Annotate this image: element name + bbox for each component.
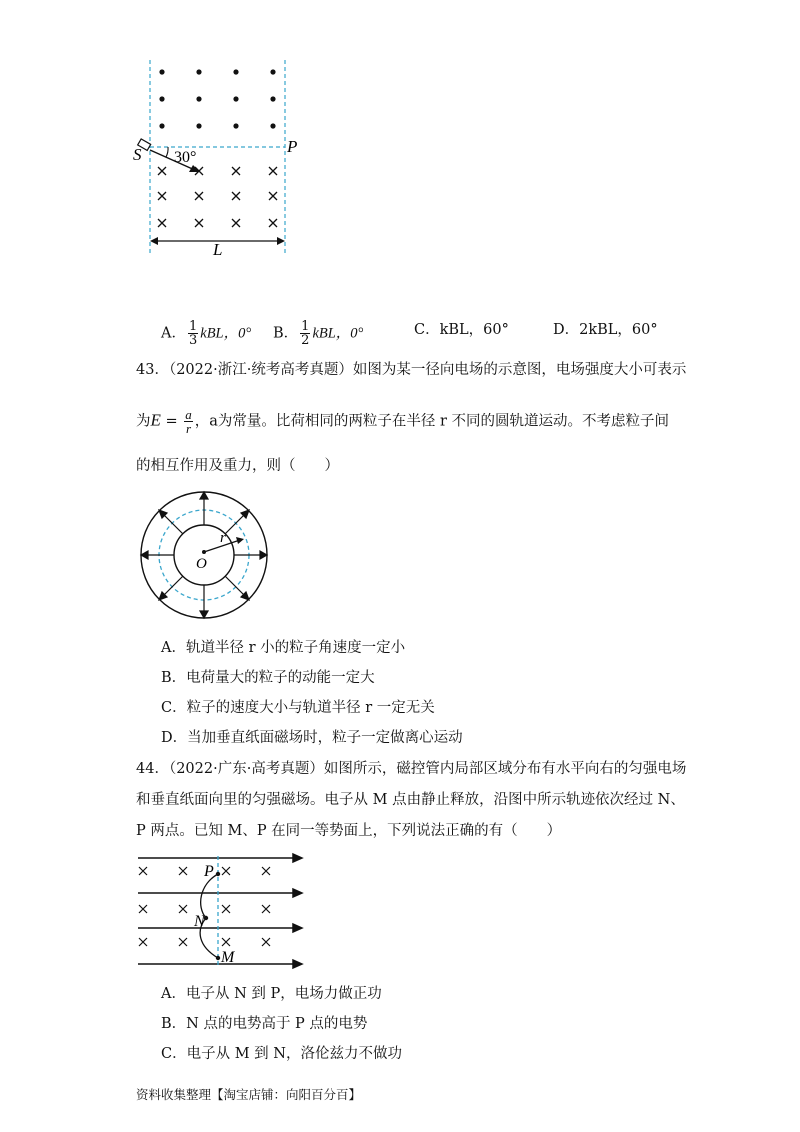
- q42-option-a: A． $\frac{1}{3}$ kBL，0°: [161, 319, 252, 348]
- o-label: O: [196, 556, 207, 572]
- q44-option-c: C．电子从 M 到 N，洛伦兹力不做功: [161, 1046, 402, 1062]
- p-point-label: P: [204, 863, 214, 880]
- page-footer: 资料收集整理【淘宝店铺：向阳百分百】: [136, 1087, 362, 1102]
- figure-magnetic-field: [125, 55, 315, 270]
- q43-line1: 43．（2022·浙江·统考高考真题）如图为某一径向电场的示意图，电场强度大小可表示: [136, 362, 687, 378]
- q44-option-a: A．电子从 N 到 P，电场力做正功: [161, 986, 382, 1002]
- q42-option-d: D．2kBL，60°: [553, 322, 658, 338]
- q44-line3: P 两点。已知 M、P 在同一等势面上，下列说法正确的有（ ）: [136, 823, 562, 839]
- field-arrows: [141, 492, 267, 618]
- r-label: r: [220, 530, 226, 546]
- angle-label: 30°: [174, 149, 197, 166]
- n-point-label: N: [194, 913, 205, 930]
- q43-line3: 的相互作用及重力，则（ ）: [136, 458, 339, 474]
- e-symbol: E: [150, 410, 161, 430]
- q44-line2: 和垂直纸面向里的匀强磁场。电子从 M 点由静止释放，沿图中所示轨迹依次经过 N、: [136, 792, 685, 808]
- electric-field-lines: [138, 854, 302, 968]
- figure-magnetron: [130, 848, 310, 973]
- q43-option-b: B．电荷量大的粒子的动能一定大: [161, 670, 375, 686]
- q42-option-b: B． $\frac{1}{2}$ kBL，0°: [273, 319, 364, 348]
- q43-option-c: C．粒子的速度大小与轨道半径 r 一定无关: [161, 700, 435, 716]
- field-dots: [159, 69, 275, 128]
- q43-option-a: A．轨道半径 r 小的粒子角速度一定小: [161, 640, 406, 656]
- field-crosses: [158, 167, 277, 227]
- p-label: P: [287, 137, 298, 156]
- q43-option-d: D．当加垂直纸面磁场时，粒子一定做离心运动: [161, 730, 463, 746]
- figure-radial-field: [130, 482, 280, 632]
- q44-line1: 44．（2022·广东·高考真题）如图所示，磁控管内局部区域分布有水平向右的匀强电场: [136, 761, 687, 777]
- q43-line2: 为E = $\frac{a}{r}$ ，a为常量。比荷相同的两粒子在半径 r 不同的圆轨道运动。不考虑粒子间: [136, 407, 670, 436]
- l-label: L: [213, 240, 223, 259]
- q44-option-b: B．N 点的电势高于 P 点的电势: [161, 1016, 368, 1032]
- q42-option-c: C．kBL，60°: [414, 322, 509, 338]
- s-label: S: [133, 145, 142, 164]
- m-point-label: M: [221, 949, 235, 966]
